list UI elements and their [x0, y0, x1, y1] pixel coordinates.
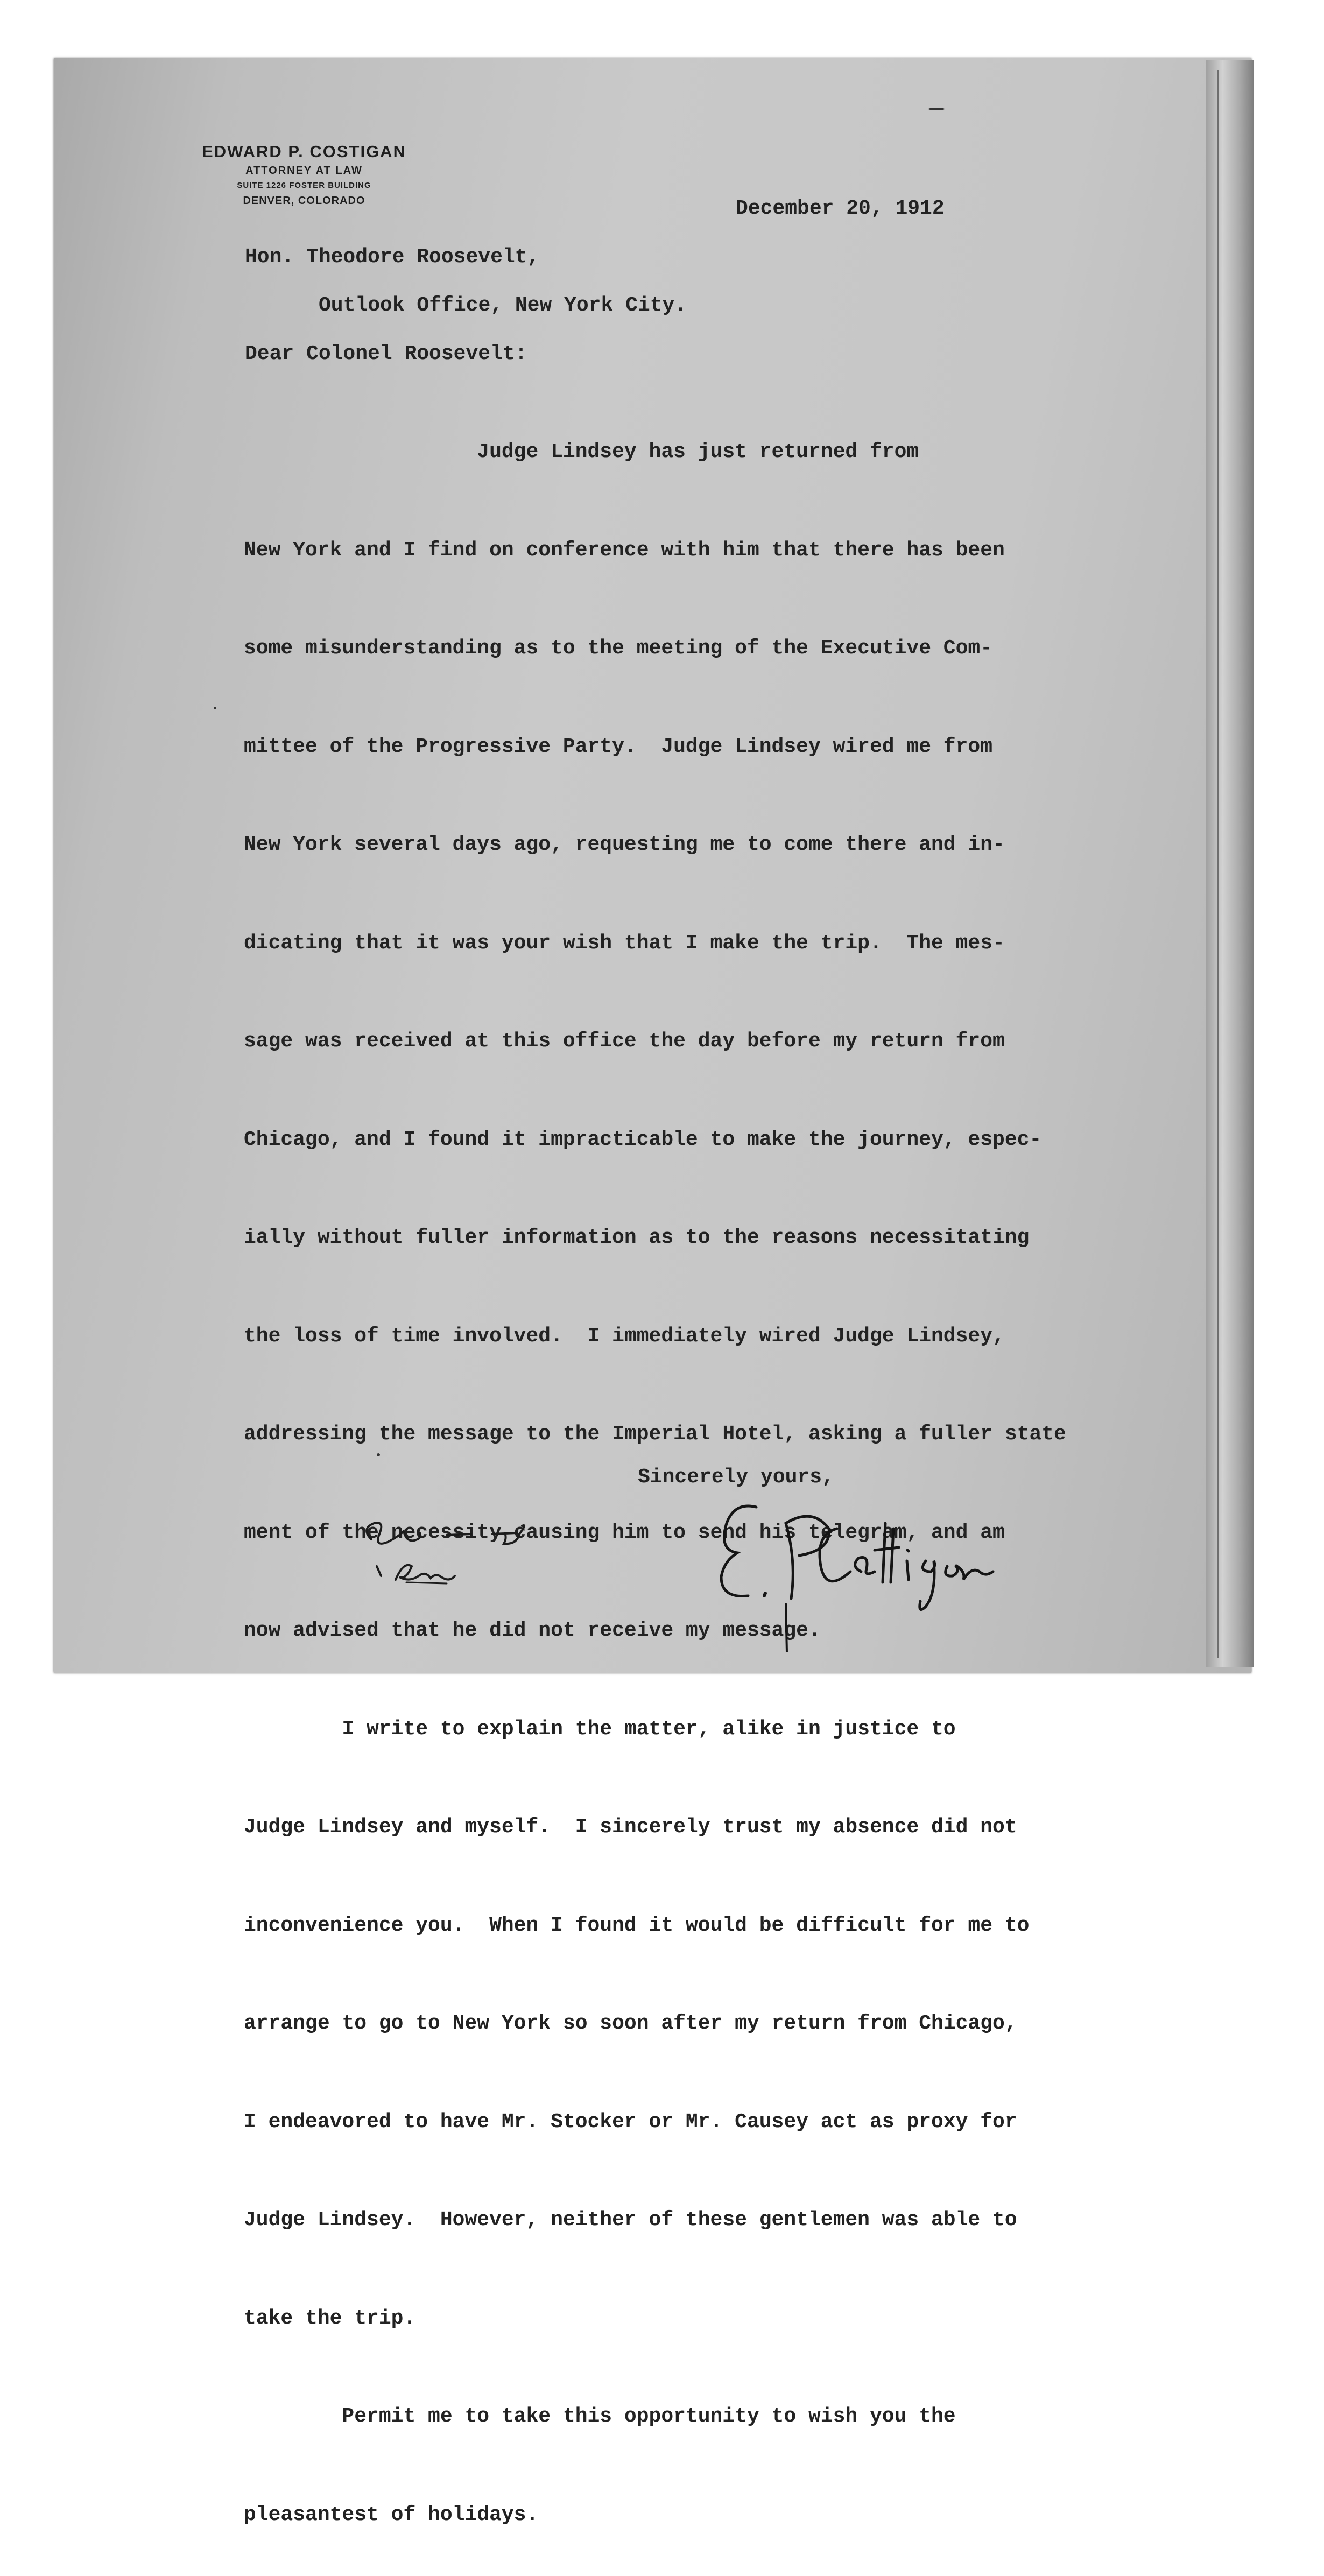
body-line: Judge Lindsey. However, neither of these gentlemen was able to [244, 2208, 1017, 2232]
body-line: arrange to go to New York so soon after my return from Chicago, [244, 2012, 1017, 2035]
body-line: Judge Lindsey and myself. I sincerely trust my absence did not [244, 1815, 1017, 1839]
body-line: addressing the message to the Imperial Hotel, asking a fuller state [244, 1423, 1066, 1446]
body-line: take the trip. [244, 2306, 416, 2330]
handwritten-notation [355, 1502, 624, 1642]
body-line: New York several days ago, requesting me to come there and in- [244, 833, 1005, 856]
body-line: New York and I find on conference with him that there has been [244, 538, 1005, 562]
body-line: Chicago, and I found it impracticable to make the journey, espec- [244, 1128, 1042, 1151]
body-line: some misunderstanding as to the meeting of the Executive Com- [244, 637, 993, 660]
body-line: ially without fuller information as to the reasons necessitating [244, 1226, 1030, 1249]
paper-mark [214, 707, 216, 709]
letterhead-name: EDWARD P. COSTIGAN [202, 142, 406, 161]
closing: Sincerely yours, [638, 1466, 834, 1489]
body-line: mittee of the Progressive Party. Judge Lindsey wired me from [244, 735, 993, 758]
body-line: pleasantest of holidays. [244, 2503, 539, 2526]
salutation: Dear Colonel Roosevelt: [245, 342, 527, 365]
body-line: the loss of time involved. I immediately wired Judge Lindsey, [244, 1324, 1005, 1348]
body-line: ment of the necessity causing him to send his telegram, and am [244, 1521, 1005, 1544]
body-line: inconvenience you. When I found it would be difficult for me to [244, 1913, 1030, 1937]
body-line: Permit me to take this opportunity to wish you the [244, 2405, 956, 2428]
page-edge [1206, 60, 1254, 1667]
paper-mark [928, 108, 945, 110]
signature [705, 1491, 1006, 1652]
letterhead [178, 141, 431, 209]
letterhead-suite: SUITE 1226 FOSTER BUILDING [237, 181, 371, 190]
letter-date: December 20, 1912 [736, 197, 945, 220]
body-line: dicating that it was your wish that I make the trip. The mes- [244, 931, 1005, 955]
page-edge-line [1217, 70, 1219, 1658]
recipient-name: Hon. Theodore Roosevelt, [245, 245, 540, 269]
letterhead-city: DENVER, COLORADO [243, 195, 365, 207]
letterhead-title: ATTORNEY AT LAW [245, 165, 363, 177]
body-line: sage was received at this office the day before my return from [244, 1030, 1005, 1053]
body-line: I write to explain the matter, alike in justice to [244, 1717, 956, 1741]
body-line: now advised that he did not receive my message. [244, 1619, 821, 1642]
paper-mark [377, 1453, 380, 1456]
recipient-address: Outlook Office, New York City. [319, 294, 687, 317]
body-line: Judge Lindsey has just returned from [244, 440, 919, 463]
body-line: I endeavored to have Mr. Stocker or Mr. Causey act as proxy for [244, 2110, 1017, 2134]
